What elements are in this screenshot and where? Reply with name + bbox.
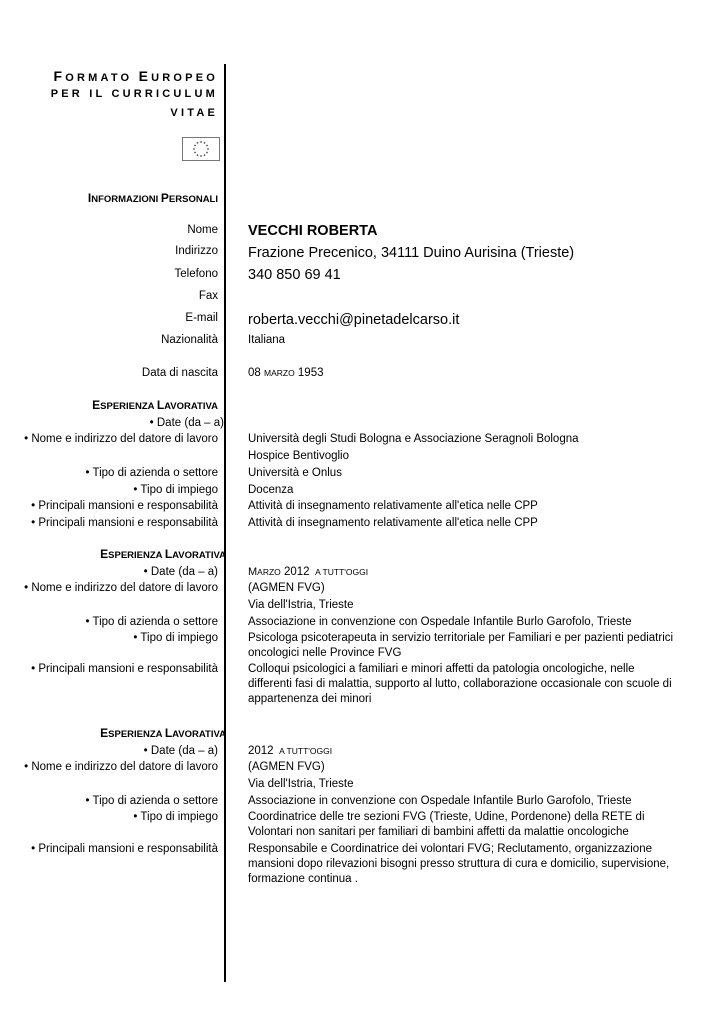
value-data-nascita xyxy=(248,366,678,381)
value-employer-3b: Via dell'Istria, Trieste xyxy=(248,778,354,790)
label-job-1: • Tipo di impiego xyxy=(133,484,218,496)
label-employer-3: • Nome e indirizzo del datore di lavoro xyxy=(24,761,218,773)
birth-year: 1953 xyxy=(297,367,324,379)
label-sector-3: • Tipo di azienda o settore xyxy=(85,795,218,807)
birth-month: MARZO xyxy=(264,368,295,378)
label-email: E-mail xyxy=(185,312,218,324)
label-employer-2: • Nome e indirizzo del datore di lavoro xyxy=(24,582,218,594)
value-employer-3a: (AGMEN FVG) xyxy=(248,761,325,773)
value-job-2: Psicologa psicoterapeuta in servizio territoriale per Familiari e per pazienti pediatrici oncologici nelle Province FVG xyxy=(248,632,674,659)
label-duties-3: • Principali mansioni e responsabilità xyxy=(31,843,218,855)
section-title-personal: INFORMAZIONI PERSONALI xyxy=(87,191,218,205)
label-data-nascita: Data di nascita xyxy=(141,367,218,379)
label-sector-1: • Tipo di azienda o settore xyxy=(85,467,218,479)
label-job-2: • Tipo di impiego xyxy=(133,632,218,644)
value-sector-3: Associazione in convenzione con Ospedale Infantile Burlo Garofolo, Trieste xyxy=(248,795,632,807)
value-date-3: 2012 A TUTT'OGGI xyxy=(248,745,333,757)
label-indirizzo: Indirizzo xyxy=(175,245,218,257)
label-employer-1: • Nome e indirizzo del datore di lavoro xyxy=(24,433,218,445)
label-date-3: • Date (da – a) xyxy=(143,745,218,757)
value-telefono: 340 850 69 41 xyxy=(248,267,341,283)
label-fax: Fax xyxy=(198,290,218,302)
label-date-1: • Date (da – a) xyxy=(149,417,224,429)
value-duties-1: Attività di insegnamento relativamente all'etica nelle CPP xyxy=(248,500,538,512)
label-nazionalita: Nazionalità xyxy=(161,334,218,346)
value-sector-1: Università e Onlus xyxy=(248,467,342,479)
birth-day: 08 xyxy=(248,367,261,379)
label-sector-2: • Tipo di azienda o settore xyxy=(85,616,218,628)
title-line-1: FORMATO EUROPEO xyxy=(53,68,218,84)
vertical-divider xyxy=(224,64,226,982)
value-duties-3: Responsabile e Coordinatrice dei volontari FVG; Reclutamento, organizzazione mansioni dopo rilevazioni bisogni presso struttura di cura e domicilio, supervisione, formazione continua . xyxy=(248,843,670,885)
label-telefono: Telefono xyxy=(174,268,218,280)
value-job-1: Docenza xyxy=(248,484,294,496)
value-employer-2b: Via dell'Istria, Trieste xyxy=(248,599,354,611)
value-employer-1b: Hospice Bentivoglio xyxy=(248,450,350,462)
section-title-experience-2: ESPERIENZA LAVORATIVA xyxy=(100,547,226,561)
value-duties-2: Colloqui psicologici a familiari e minori affetti da patologia oncologiche, nelle differenti fasi di malattia, supporto al lutto, collaborazione occasionale con scuole di appartenenza dei minori xyxy=(248,663,672,705)
eu-flag-icon xyxy=(182,137,220,161)
section-title-experience-3: ESPERIENZA LAVORATIVA xyxy=(100,726,226,740)
value-indirizzo: Frazione Precenico, 34111 Duino Aurisina (Trieste) xyxy=(248,245,575,261)
label-job-3: • Tipo di impiego xyxy=(133,811,218,823)
label-duties-2: • Principali mansioni e responsabilità xyxy=(31,663,218,675)
label-duties-1b: • Principali mansioni e responsabilità xyxy=(31,517,218,529)
title-line-3: VITAE xyxy=(170,107,218,119)
value-email: roberta.vecchi@pinetadelcarso.it xyxy=(248,312,460,328)
value-date-2: MARZO 2012 A TUTT'OGGI xyxy=(248,566,369,578)
label-nome: Nome xyxy=(187,224,218,236)
section-title-experience-1: ESPERIENZA LAVORATIVA xyxy=(92,398,218,412)
value-duties-1b: Attività di insegnamento relativamente all'etica nelle CPP xyxy=(248,517,538,529)
label-date-2: • Date (da – a) xyxy=(143,566,218,578)
label-duties-1: • Principali mansioni e responsabilità xyxy=(31,500,218,512)
value-nome: VECCHI ROBERTA xyxy=(248,223,378,239)
value-sector-2: Associazione in convenzione con Ospedale Infantile Burlo Garofolo, Trieste xyxy=(248,616,632,628)
value-job-3: Coordinatrice delle tre sezioni FVG (Trieste, Udine, Pordenone) della RETE di Volontari non sanitari per familiari di bambini affetti da malattie oncologiche xyxy=(248,811,645,838)
value-employer-2a: (AGMEN FVG) xyxy=(248,582,325,594)
title-line-2: PER IL CURRICULUM xyxy=(50,88,218,100)
value-employer-1a: Università degli Studi Bologna e Associazione Seragnoli Bologna xyxy=(248,433,579,445)
value-nazionalita: Italiana xyxy=(248,334,286,346)
